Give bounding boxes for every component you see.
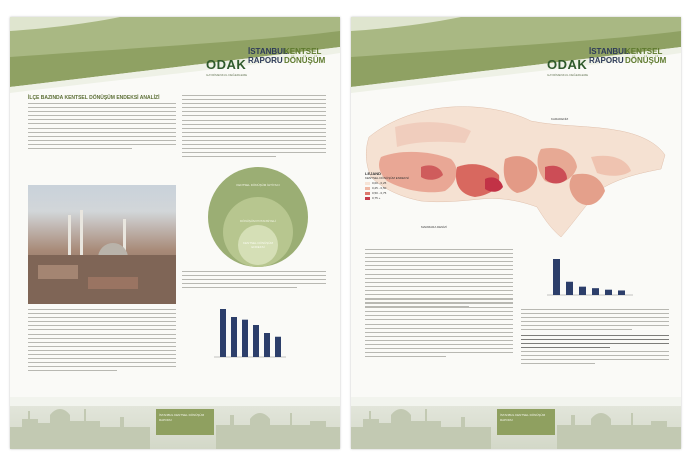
- venn-inner-circle: KENTSEL DÖNÜŞÜM ENDEKSİ: [238, 225, 278, 265]
- chart-bar: [231, 317, 237, 357]
- legend-item: 0,25 - 0,50: [365, 186, 409, 191]
- text-column-left-bottom: [28, 309, 176, 375]
- footer-info-box: İSTANBUL KENTSEL DÖNÜŞÜM RAPORU: [156, 409, 214, 435]
- report-page-left: [10, 17, 340, 449]
- text-column-right-top: [182, 95, 326, 161]
- text-column-right-middle: [182, 271, 326, 291]
- map-label-black-sea: KARADENİZ: [551, 117, 569, 121]
- footer-info-box: İSTANBUL KENTSEL DÖNÜŞÜM RAPORU: [497, 409, 555, 435]
- report-title-kentsel: KENTSEL DÖNÜŞÜM: [625, 47, 667, 65]
- section-title: İLÇE BAZINDA KENTSEL DÖNÜŞÜM ENDEKSİ ANALİZİ: [28, 95, 160, 101]
- map-legend: LEJAND KENTSEL DÖNÜŞÜM ENDEKSİ 0,00 - 0,25 0,25 - 0,50 0,50 - 0,75 0,75 +: [365, 171, 409, 200]
- chart-bar: [553, 259, 560, 295]
- text-column-right-emphasis: [521, 335, 669, 351]
- page-footer: [351, 397, 681, 449]
- chart-bar: [264, 333, 270, 357]
- report-title-istanbul: İSTANBUL RAPORU: [248, 47, 288, 65]
- company-logo-subtitle: GAYRİMENKUL DEĞERLEME: [547, 73, 589, 77]
- report-page-right: [351, 17, 681, 449]
- text-column-right-top: [521, 309, 669, 334]
- venn-outer-circle: KENTSEL DÖNÜŞÜM İHTİYACI: [208, 167, 308, 267]
- company-logo-subtitle: GAYRİMENKUL DEĞERLEME: [206, 73, 248, 77]
- bar-chart-right: [541, 251, 637, 299]
- chart-bar: [253, 325, 259, 357]
- text-column-left-bottom: [365, 299, 513, 360]
- legend-item: 0,75 +: [365, 196, 409, 201]
- report-title-istanbul: İSTANBUL RAPORU: [589, 47, 629, 65]
- chart-bar: [220, 309, 226, 357]
- map-label-marmara-sea: MARMARA DENİZİ: [421, 225, 447, 229]
- page-footer: [10, 397, 340, 449]
- page-header: [10, 17, 340, 95]
- chart-bar: [605, 290, 612, 295]
- legend-item: 0,50 - 0,75: [365, 191, 409, 196]
- page-header: [351, 17, 681, 95]
- bar-chart-left: [210, 301, 288, 361]
- chart-bar: [579, 287, 586, 295]
- company-logo: ODAK: [206, 57, 247, 72]
- chart-bar: [275, 337, 281, 357]
- legend-item: 0,00 - 0,25: [365, 181, 409, 186]
- venn-middle-circle: DÖNÜŞÜM POTANSİYELİ: [223, 197, 293, 267]
- chart-bar: [566, 282, 573, 295]
- company-logo: ODAK: [547, 57, 588, 72]
- istanbul-skyline-photo: [28, 185, 176, 304]
- chart-bar: [242, 320, 248, 357]
- chart-bar: [592, 288, 599, 295]
- text-column-left-top: [28, 103, 176, 152]
- text-column-right-bottom: [521, 351, 669, 367]
- report-title-kentsel: KENTSEL DÖNÜŞÜM: [284, 47, 326, 65]
- chart-bar: [618, 290, 625, 295]
